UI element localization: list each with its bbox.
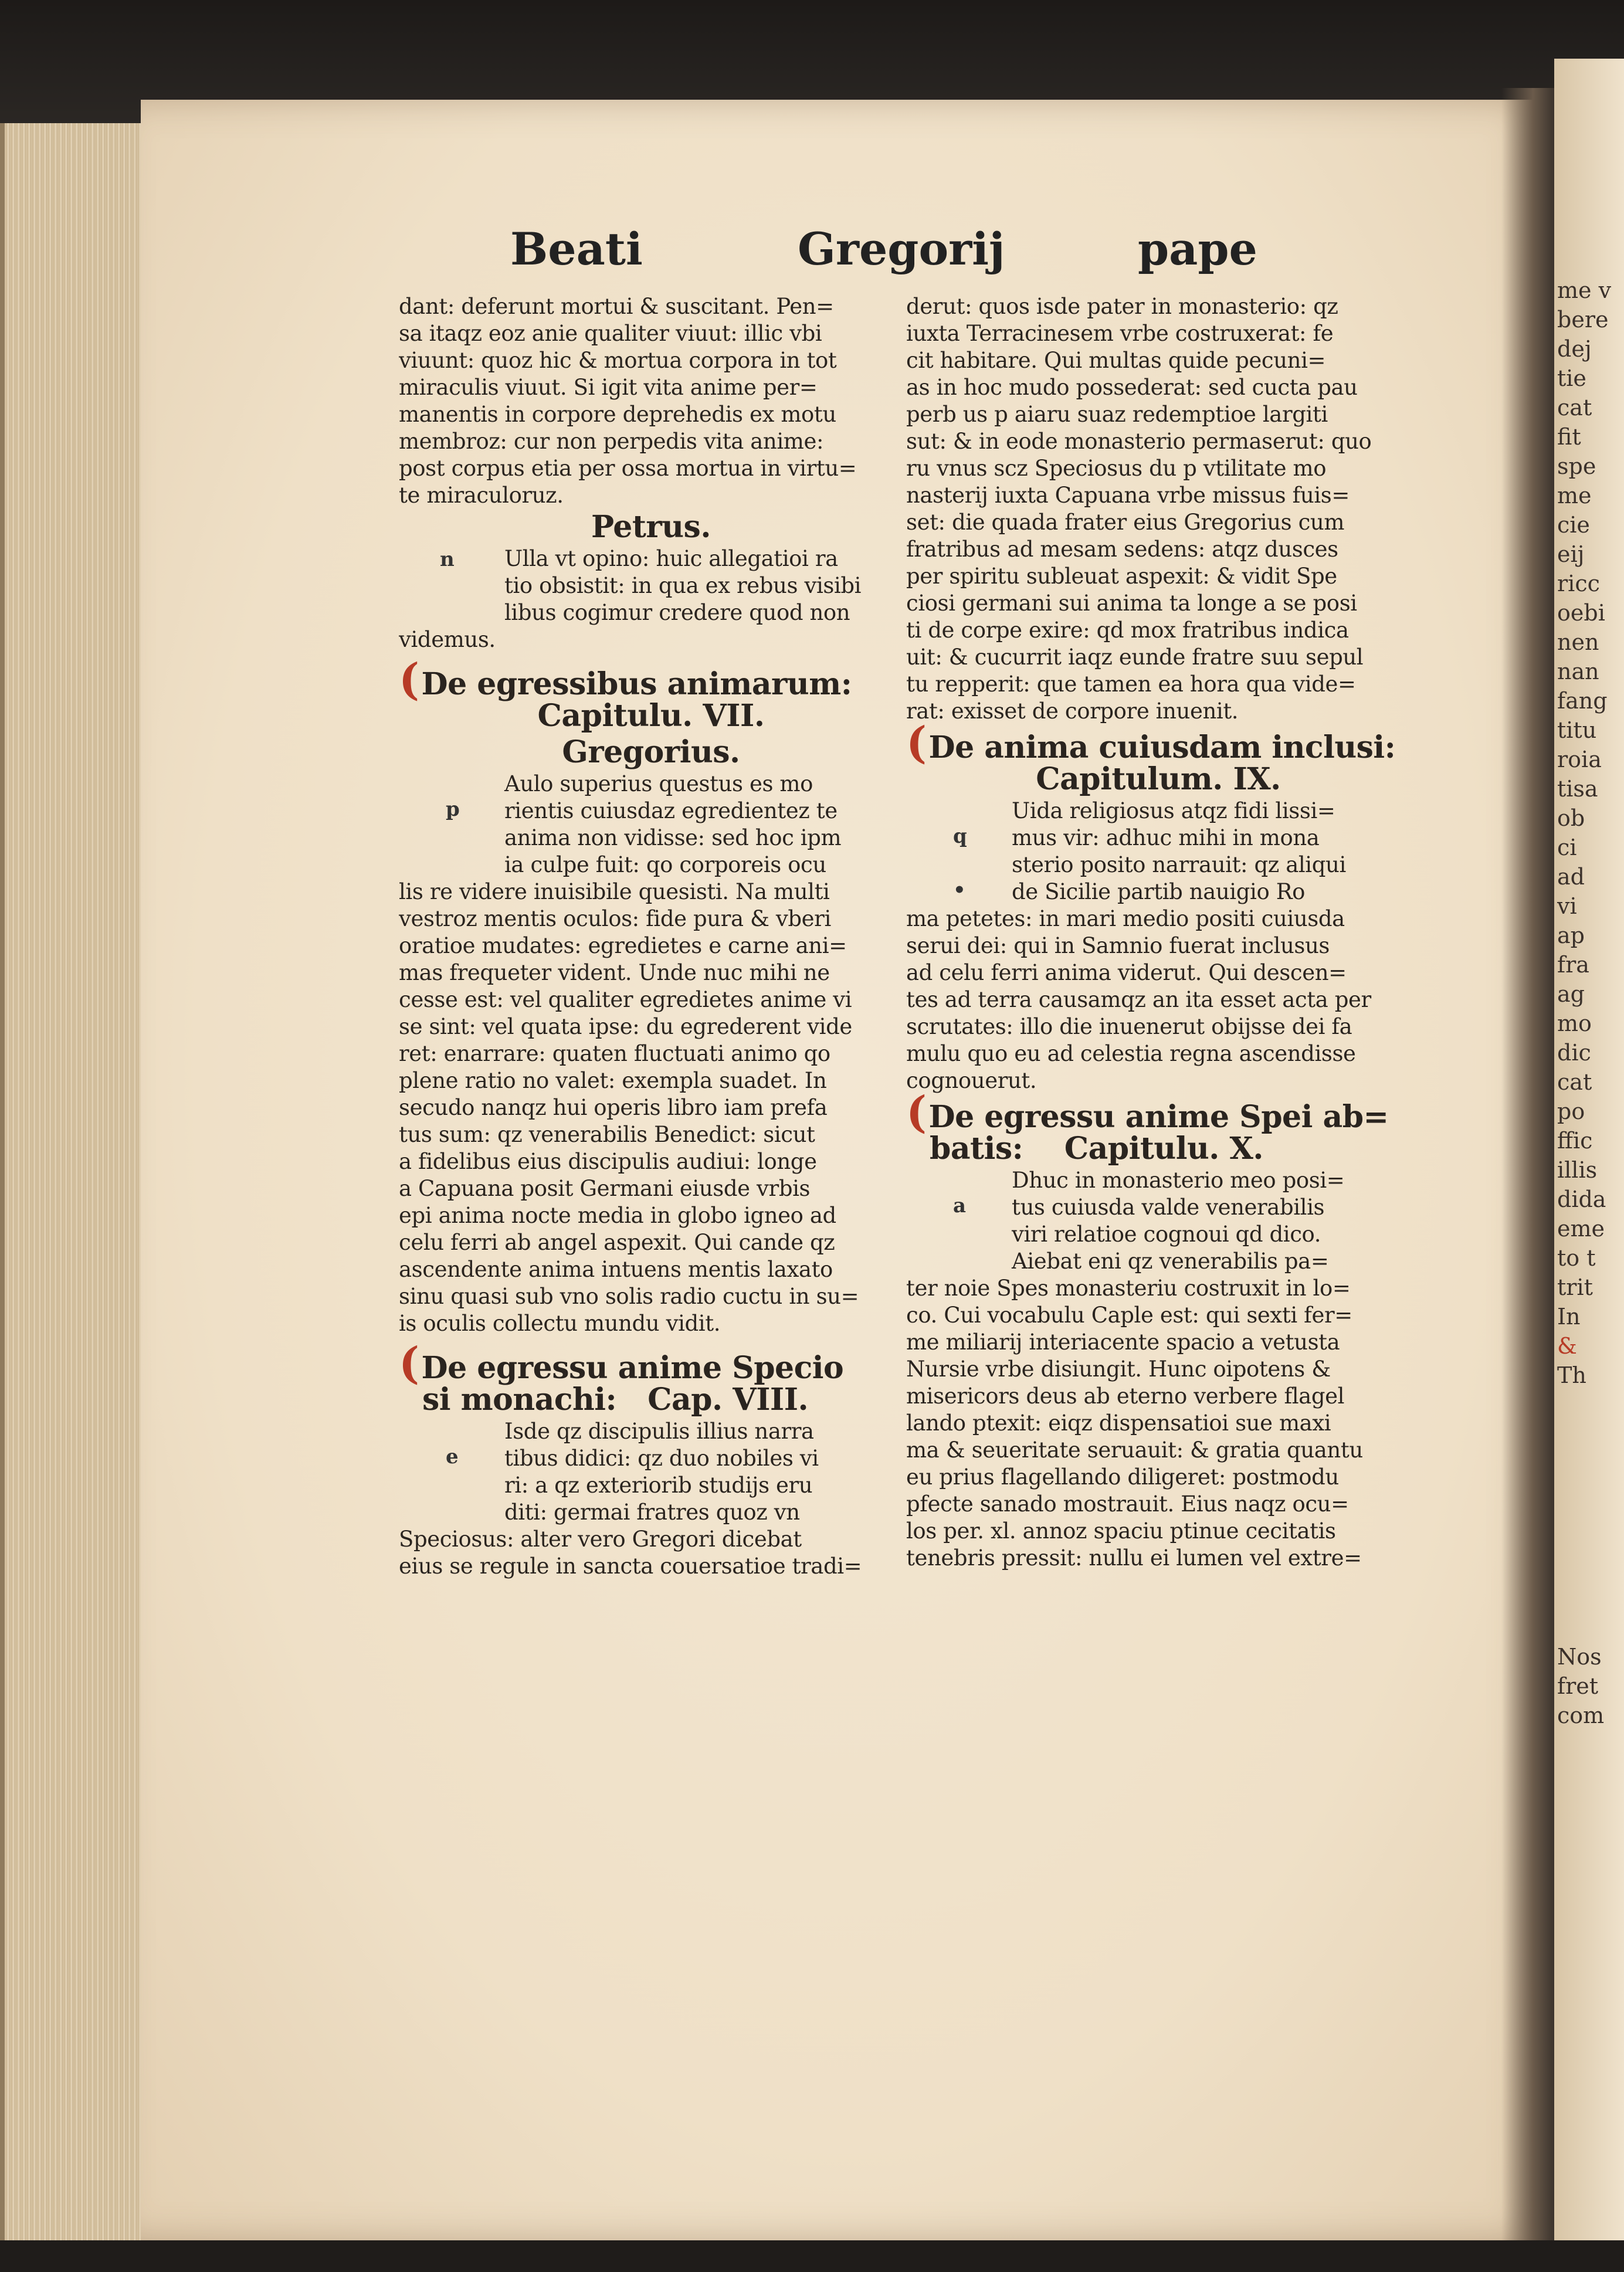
- text-line: post corpus etia per ossa mortua in virtu=: [399, 456, 857, 481]
- running-header-2: Gregorij: [798, 223, 1005, 275]
- text-line: ret: enarrare: quaten fluctuati animo qo: [399, 1041, 830, 1066]
- chapter-heading-8: [399, 1338, 903, 1389]
- fragment: titu: [1557, 717, 1597, 743]
- fragment: illis: [1557, 1157, 1598, 1183]
- fragment: nen: [1557, 629, 1599, 655]
- text-line: is oculis collectu mundu vidit.: [399, 1311, 721, 1336]
- speaker-heading-petrus: Petrus.: [591, 509, 711, 545]
- fragment: roia: [1557, 747, 1602, 772]
- text-line: membroz: cur non perpedis vita anime:: [399, 429, 824, 454]
- text-line: rientis cuiusdaz egredientez te: [504, 798, 838, 823]
- text-line: epi anima nocte media in globo igneo ad: [399, 1203, 836, 1228]
- chapter-7-number: Capitulu. VII.: [537, 698, 765, 734]
- text-line: me miliarij interiacente spacio a vetusta: [906, 1330, 1340, 1355]
- text-line: mulu quo eu ad celestia regna ascendisse: [906, 1041, 1356, 1066]
- fragment: ci: [1557, 835, 1577, 860]
- fragment: fret: [1557, 1673, 1598, 1699]
- chapter-heading-9: [906, 718, 1411, 768]
- text-line: lando ptexit: eiqz dispensatioi sue maxi: [906, 1410, 1331, 1436]
- chapter-10-number: Capitulu. X.: [1064, 1131, 1263, 1166]
- fragment: tisa: [1557, 776, 1598, 802]
- text-line: sa itaqz eoz anie qualiter viuut: illic vbi: [399, 321, 822, 346]
- fragment: dej: [1557, 336, 1592, 362]
- book-page-edges: [0, 123, 157, 2240]
- text-column-left: [399, 293, 903, 1580]
- text-line: eu prius flagellando diligeret: postmodu: [906, 1464, 1339, 1490]
- text-line: de Sicilie partib nauigio Ro: [1012, 879, 1306, 904]
- text-line: tus cuiusda valde venerabilis: [1012, 1195, 1325, 1220]
- fragment: ricc: [1557, 571, 1600, 596]
- chapter-7-opening: [399, 771, 903, 879]
- text-line: ciosi germani sui anima ta longe a se posi: [906, 591, 1357, 616]
- text-line: ri: a qz exteriorib studijs eru: [504, 1473, 813, 1498]
- text-line: Aulo superius questus es mo: [504, 771, 813, 796]
- text-line: Nursie vrbe disiungit. Hunc oipotens &: [906, 1357, 1331, 1382]
- fragment: cie: [1557, 512, 1590, 538]
- chapter-8-title-line2: [399, 1382, 903, 1418]
- text-line: diti: germai fratres quoz vn: [504, 1500, 800, 1525]
- text-line: uit: & cucurrit iaqz eunde fratre suu sepul: [906, 645, 1364, 670]
- running-header-3: pape: [1138, 223, 1257, 275]
- text-line: perb us p aiaru suaz redemptioe largiti: [906, 402, 1328, 427]
- text-line: ascendente anima intuens mentis laxato: [399, 1257, 833, 1282]
- guide-letter: q: [953, 825, 967, 848]
- fragment: me: [1557, 483, 1592, 508]
- fragment: dida: [1557, 1186, 1606, 1212]
- chapter-10-opening: [906, 1167, 1411, 1275]
- text-line: mus vir: adhuc mihi in mona: [1012, 825, 1320, 850]
- dark-backdrop-bottom: [0, 2240, 1624, 2272]
- fragment: cat: [1557, 1069, 1592, 1095]
- chapter-9-number: Capitulum. IX.: [1036, 761, 1281, 797]
- chapter-9-opening: [906, 798, 1411, 906]
- chapter-8-number: Cap. VIII.: [647, 1382, 809, 1418]
- text-line: ma & seueritate seruauit: & gratia quantu: [906, 1437, 1363, 1463]
- text-line: plene ratio no valet: exempla suadet. In: [399, 1068, 827, 1093]
- right-page-text-fragments-lower: [1557, 1642, 1622, 1730]
- text-line: a fidelibus eius discipulis audiui: longe: [399, 1149, 817, 1174]
- rubric-mark: (: [906, 718, 927, 768]
- text-line: as in hoc mudo possederat: sed cucta pau: [906, 375, 1358, 400]
- chapter-10-title-line2: [906, 1131, 1411, 1167]
- text-line: cognouerut.: [906, 1068, 1037, 1093]
- fragment: ap: [1557, 923, 1585, 948]
- guide-letter: p: [446, 798, 460, 821]
- text-line: fratribus ad mesam sedens: atqz dusces: [906, 537, 1338, 562]
- text-line: sinu quasi sub vno solis radio cuctu in su=: [399, 1284, 859, 1309]
- chapter-heading-10: [906, 1087, 1411, 1138]
- text-line: vestroz mentis oculos: fide pura & vberi: [399, 906, 831, 931]
- fragment: nan: [1557, 659, 1599, 684]
- fragment: eij: [1557, 541, 1585, 567]
- fragment: &: [1557, 1333, 1577, 1359]
- text-line: oratioe mudates: egredietes e carne ani=: [399, 933, 847, 958]
- text-line: tibus didici: qz duo nobiles vi: [504, 1446, 819, 1471]
- chapter-8-title: De egressu anime Specio: [421, 1350, 844, 1386]
- petrus-paragraph: [399, 545, 903, 626]
- text-line: dant: deferunt mortui & suscitant. Pen=: [399, 294, 834, 319]
- text-line: nasterij iuxta Capuana vrbe missus fuis=: [906, 483, 1350, 508]
- text-line: ter noie Spes monasteriu costruxit in lo=: [906, 1276, 1351, 1301]
- fragment: fra: [1557, 952, 1589, 978]
- fragment: fang: [1557, 688, 1608, 714]
- chapter-9-title: De anima cuiusdam inclusi:: [928, 730, 1396, 765]
- text-line: per spiritu subleuat aspexit: & vidit Spe: [906, 564, 1337, 589]
- speaker-heading-gregorius: Gregorius.: [562, 734, 740, 770]
- text-line: ti de corpe exire: qd mox fratribus indica: [906, 618, 1349, 643]
- text-line: a Capuana posit Germani eiusde vrbis: [399, 1176, 811, 1201]
- fragment: vi: [1557, 893, 1577, 919]
- guide-dot: •: [953, 879, 966, 902]
- text-line: secudo nanqz hui operis libro iam prefa: [399, 1095, 828, 1120]
- fragment: tie: [1557, 365, 1586, 391]
- fragment: Th: [1557, 1362, 1586, 1388]
- fragment: com: [1557, 1703, 1605, 1728]
- text-line: ia culpe fuit: qo corporeis ocu: [504, 852, 826, 877]
- text-line: cesse est: vel qualiter egredietes anime vi: [399, 987, 852, 1012]
- fragment: bere: [1557, 307, 1609, 333]
- fragment: dic: [1557, 1040, 1591, 1066]
- chapter-8-title-end: si monachi:: [422, 1382, 617, 1418]
- text-line: los per. xl. annoz spaciu ptinue cecitatis: [906, 1518, 1336, 1544]
- text-line: pfecte sanado mostrauit. Eius naqz ocu=: [906, 1491, 1349, 1517]
- guide-letter: e: [446, 1445, 459, 1469]
- text-line: videmus.: [399, 627, 496, 652]
- text-line: co. Cui vocabulu Caple est: qui sexti fer=: [906, 1303, 1352, 1328]
- rubric-mark: (: [399, 655, 419, 705]
- text-line: te miraculoruz.: [399, 483, 564, 508]
- text-line: sut: & in eode monasterio permaserut: quo: [906, 429, 1372, 454]
- text-line: Speciosus: alter vero Gregori dicebat: [399, 1527, 802, 1552]
- text-line: Uida religiosus atqz fidi lissi=: [1012, 798, 1335, 823]
- fragment: mo: [1557, 1010, 1592, 1036]
- guide-letter: n: [440, 548, 455, 571]
- fragment: In: [1557, 1304, 1581, 1330]
- text-line: tes ad terra causamqz an ita esset acta per: [906, 987, 1371, 1012]
- text-line: misericors deus ab eterno verbere flagel: [906, 1383, 1345, 1409]
- text-line: lis re videre inuisibile quesisti. Na multi: [399, 879, 830, 904]
- chapter-heading-7: [399, 655, 903, 705]
- text-line: viri relatioe cognoui qd dico.: [1012, 1222, 1321, 1247]
- fragment: fit: [1557, 424, 1581, 450]
- fragment: cat: [1557, 395, 1592, 421]
- running-header-1: Beati: [510, 223, 643, 275]
- right-page-text-fragments: [1557, 276, 1622, 1390]
- text-line: tenebris pressit: nullu ei lumen vel extre=: [906, 1545, 1362, 1571]
- text-line: sterio posito narrauit: qz aliqui: [1012, 852, 1346, 877]
- text-line: se sint: vel quata ipse: du egrederent vide: [399, 1014, 852, 1039]
- text-line: eius se regule in sancta couersatioe tradi=: [399, 1554, 862, 1579]
- chapter-10-title-end: batis:: [930, 1131, 1023, 1166]
- text-line: serui dei: qui in Samnio fuerat inclusus: [906, 933, 1330, 958]
- fragment: me v: [1557, 277, 1612, 303]
- text-line: set: die quada frater eius Gregorius cum: [906, 510, 1345, 535]
- text-line: rat: exisset de corpore inuenit.: [906, 698, 1239, 724]
- text-line: ru vnus scz Speciosus du p vtilitate mo: [906, 456, 1327, 481]
- fragment: ad: [1557, 864, 1585, 890]
- text-line: ma petetes: in mari medio positi cuiusda: [906, 906, 1345, 931]
- fragment: ag: [1557, 981, 1585, 1007]
- rubric-mark: (: [399, 1338, 419, 1389]
- fragment: eme: [1557, 1216, 1605, 1242]
- text-line: anima non vidisse: sed hoc ipm: [504, 825, 842, 850]
- text-line: tus sum: qz venerabilis Benedict: sicut: [399, 1122, 815, 1147]
- text-line: scrutates: illo die inuenerut obijsse dei fa: [906, 1014, 1352, 1039]
- rubric-mark: (: [906, 1087, 927, 1138]
- text-line: libus cogimur credere quod non: [504, 600, 850, 625]
- text-line: Isde qz discipulis illius narra: [504, 1419, 814, 1444]
- fragment: ffic: [1557, 1128, 1593, 1154]
- text-line: tu repperit: que tamen ea hora qua vide=: [906, 672, 1356, 697]
- text-line: celu ferri ab angel aspexit. Qui cande qz: [399, 1230, 835, 1255]
- text-line: viuunt: quoz hic & mortua corpora in tot: [399, 348, 837, 373]
- chapter-8-opening: [399, 1418, 903, 1526]
- text-line: Aiebat eni qz venerabilis pa=: [1012, 1249, 1329, 1274]
- text-line: cit habitare. Qui multas quide pecuni=: [906, 348, 1326, 373]
- text-column-right: [906, 293, 1411, 1572]
- guide-letter: a: [953, 1194, 967, 1218]
- text-line: Ulla vt opino: huic allegatioi ra: [504, 546, 838, 571]
- fragment: spe: [1557, 453, 1596, 479]
- text-line: iuxta Terracinesem vrbe costruxerat: fe: [906, 321, 1334, 346]
- text-line: derut: quos isde pater in monasterio: qz: [906, 294, 1338, 319]
- fragment: to t: [1557, 1245, 1596, 1271]
- chapter-10-title: De egressu anime Spei ab=: [928, 1099, 1389, 1135]
- fragment: Nos: [1557, 1644, 1602, 1670]
- fragment: trit: [1557, 1274, 1593, 1300]
- text-line: manentis in corpore deprehedis ex motu: [399, 402, 836, 427]
- chapter-7-title: De egressibus animarum:: [421, 666, 852, 702]
- book-gutter: [1501, 88, 1554, 2246]
- fragment: oebi: [1557, 600, 1605, 626]
- text-line: mas frequeter vident. Unde nuc mihi ne: [399, 960, 830, 985]
- text-line: ad celu ferri anima viderut. Qui descen=: [906, 960, 1347, 985]
- fragment: po: [1557, 1098, 1585, 1124]
- text-line: Dhuc in monasterio meo posi=: [1012, 1168, 1345, 1193]
- fragment: ob: [1557, 805, 1585, 831]
- text-line: miraculis viuut. Si igit vita anime per=: [399, 375, 818, 400]
- text-line: tio obsistit: in qua ex rebus visibi: [504, 573, 862, 598]
